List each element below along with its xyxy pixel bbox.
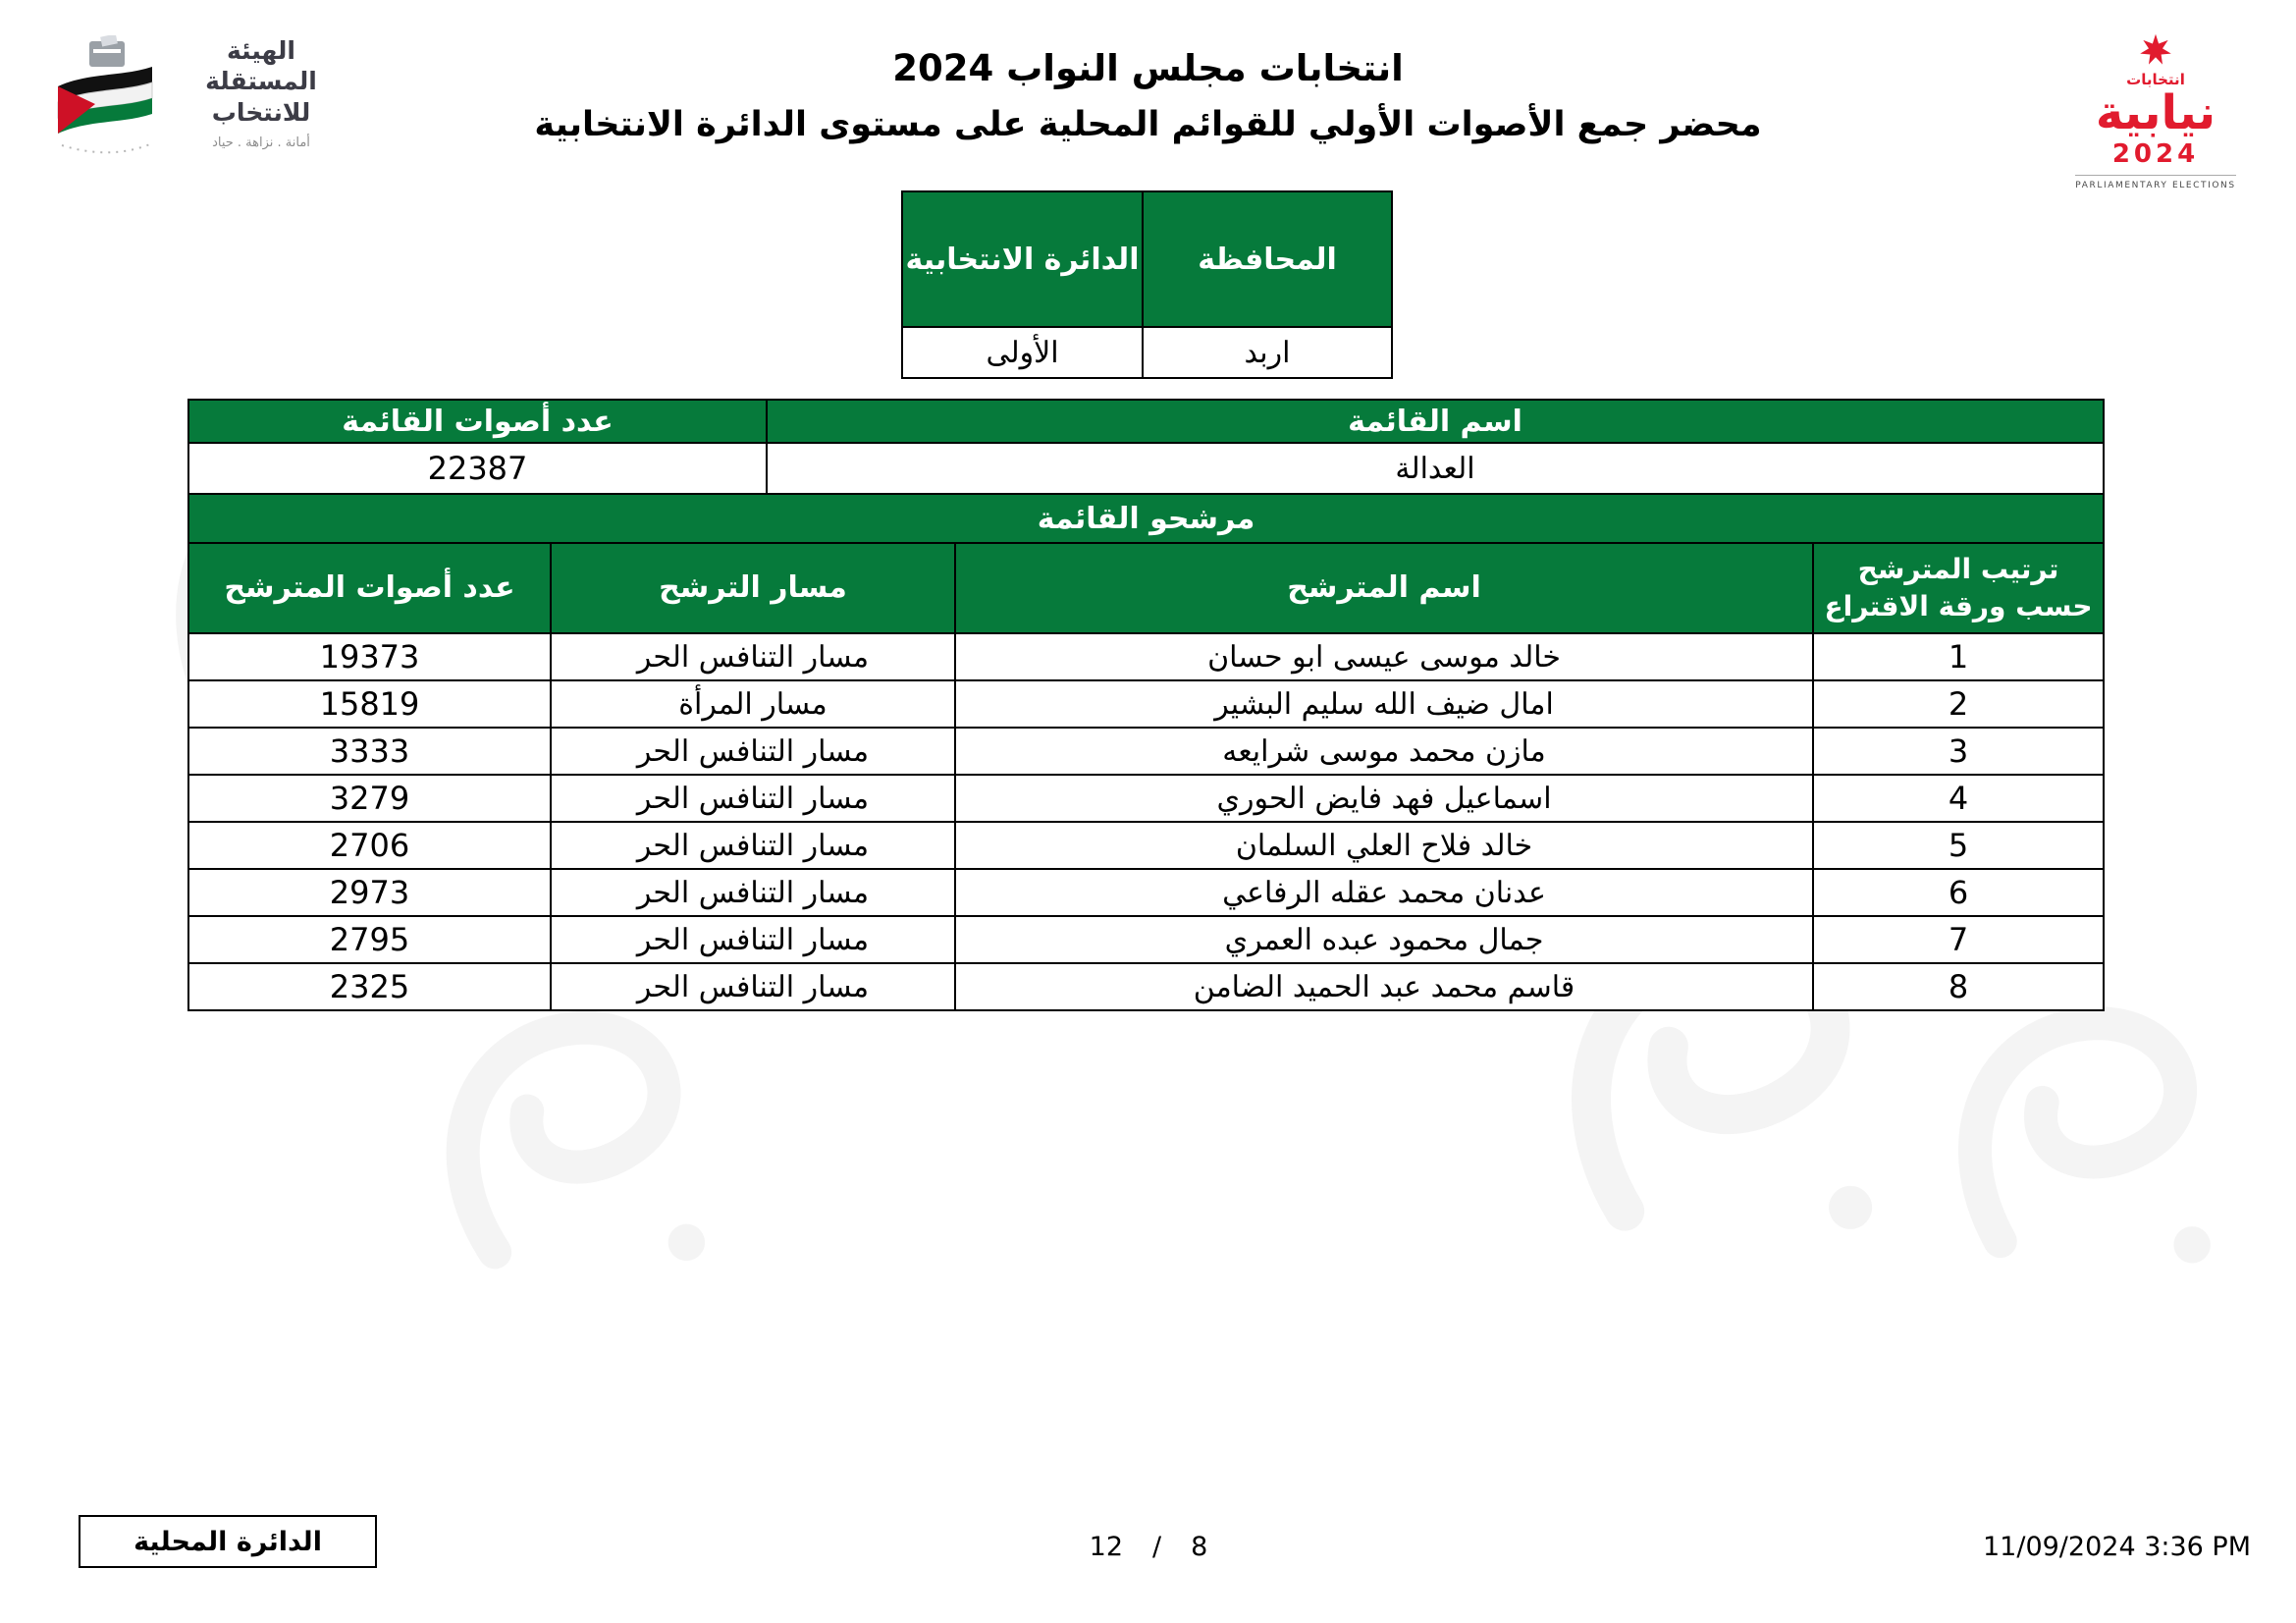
candidate-row bbox=[189, 823, 2103, 868]
iec-tagline: أمانة . نزاهة . حياد bbox=[212, 135, 310, 150]
district-header-cell: الدائرة الانتخابية bbox=[903, 192, 1142, 326]
candidate-path-cell: مسار التنافس الحر bbox=[552, 917, 954, 962]
candidate-order-cell: 1 bbox=[1814, 634, 2103, 679]
candidate-name-cell: امال ضيف الله سليم البشير bbox=[956, 681, 1812, 727]
candidate-order-cell: 6 bbox=[1814, 870, 2103, 915]
candidates-section-title: مرشحو القائمة bbox=[189, 495, 2103, 542]
candidate-order-cell: 3 bbox=[1814, 729, 2103, 774]
logo-small-text: انتخابات bbox=[2126, 71, 2185, 88]
candidate-name-cell: عدنان محمد عقله الرفاعي bbox=[956, 870, 1812, 915]
candidate-path-cell: مسار التنافس الحر bbox=[552, 964, 954, 1009]
candidate-votes-cell: 2706 bbox=[189, 823, 550, 868]
candidate-order-cell: 5 bbox=[1814, 823, 2103, 868]
candidate-votes-cell: 3333 bbox=[189, 729, 550, 774]
candidate-row bbox=[189, 870, 2103, 915]
document-title: انتخابات مجلس النواب 2024 bbox=[892, 47, 1404, 89]
print-timestamp: 11/09/2024 3:36 PM bbox=[1983, 1532, 2251, 1562]
candidate-votes-cell: 2325 bbox=[189, 964, 550, 1009]
page-number-second: 8 bbox=[1191, 1532, 1208, 1562]
candidate-path-cell: مسار التنافس الحر bbox=[552, 729, 954, 774]
candidate-row bbox=[189, 729, 2103, 774]
candidate-rows bbox=[189, 634, 2103, 1009]
document-titles bbox=[0, 47, 2296, 144]
results-table bbox=[187, 399, 2105, 1011]
candidate-name-cell: قاسم محمد عبد الحميد الضامن bbox=[956, 964, 1812, 1009]
candidate-votes-cell: 19373 bbox=[189, 634, 550, 679]
candidate-name-cell: خالد فلاح العلي السلمان bbox=[956, 823, 1812, 868]
logo-brand-text: نيابية bbox=[2095, 85, 2216, 140]
document-subtitle: محضر جمع الأصوات الأولي للقوائم المحلية على مستوى الدائرة الانتخابية bbox=[534, 105, 1762, 144]
list-name-value-cell: العدالة bbox=[768, 444, 2103, 493]
candidate-path-cell: مسار التنافس الحر bbox=[552, 634, 954, 679]
list-votes-value-cell: 22387 bbox=[189, 444, 766, 493]
column-header-votes: عدد أصوات المترشح bbox=[189, 544, 550, 632]
logo-year: 2024 bbox=[2111, 139, 2200, 170]
page-number-first: 12 bbox=[1089, 1532, 1124, 1562]
candidate-votes-cell: 3279 bbox=[189, 776, 550, 821]
iec-org-name-line2: للانتخاب bbox=[211, 97, 311, 127]
page-number-separator: / bbox=[1152, 1532, 1162, 1562]
list-votes-header-cell: عدد أصوات القائمة bbox=[189, 401, 766, 442]
candidate-votes-cell: 2973 bbox=[189, 870, 550, 915]
candidate-row bbox=[189, 917, 2103, 962]
column-header-path: مسار الترشح bbox=[552, 544, 954, 632]
candidate-name-cell: اسماعيل فهد فايض الحوري bbox=[956, 776, 1812, 821]
candidate-row bbox=[189, 776, 2103, 821]
candidate-row bbox=[189, 681, 2103, 727]
candidate-name-cell: خالد موسى عيسى ابو حسان bbox=[956, 634, 1812, 679]
candidate-name-cell: جمال محمود عبده العمري bbox=[956, 917, 1812, 962]
candidate-path-cell: مسار التنافس الحر bbox=[552, 823, 954, 868]
district-table bbox=[901, 190, 1393, 379]
footer-district-label: الدائرة المحلية bbox=[133, 1526, 322, 1557]
candidate-order-cell: 2 bbox=[1814, 681, 2103, 727]
list-name-header-cell: اسم القائمة bbox=[768, 401, 2103, 442]
candidate-order-cell: 4 bbox=[1814, 776, 2103, 821]
iec-org-name-line1: الهيئة المستقلة bbox=[205, 36, 317, 96]
candidate-path-cell: مسار التنافس الحر bbox=[552, 776, 954, 821]
candidate-path-cell: مسار التنافس الحر bbox=[552, 870, 954, 915]
district-value-cell: الأولى bbox=[903, 328, 1142, 377]
footer-district-label-box bbox=[79, 1515, 377, 1568]
candidate-votes-cell: 2795 bbox=[189, 917, 550, 962]
candidate-order-cell: 7 bbox=[1814, 917, 2103, 962]
logo-caption: PARLIAMENTARY ELECTIONS bbox=[2075, 175, 2235, 190]
governorate-header-cell: المحافظة bbox=[1144, 192, 1391, 326]
candidate-name-cell: مازن محمد موسى شرايعه bbox=[956, 729, 1812, 774]
column-header-order: ترتيب المترشح حسب ورقة الاقتراع bbox=[1814, 544, 2103, 632]
candidate-row bbox=[189, 634, 2103, 679]
governorate-value-cell: اربد bbox=[1144, 328, 1391, 377]
candidate-order-cell: 8 bbox=[1814, 964, 2103, 1009]
candidate-row bbox=[189, 964, 2103, 1009]
candidate-votes-cell: 15819 bbox=[189, 681, 550, 727]
candidate-path-cell: مسار المرأة bbox=[552, 681, 954, 727]
page-number bbox=[1036, 1532, 1261, 1562]
column-header-name: اسم المترشح bbox=[956, 544, 1812, 632]
